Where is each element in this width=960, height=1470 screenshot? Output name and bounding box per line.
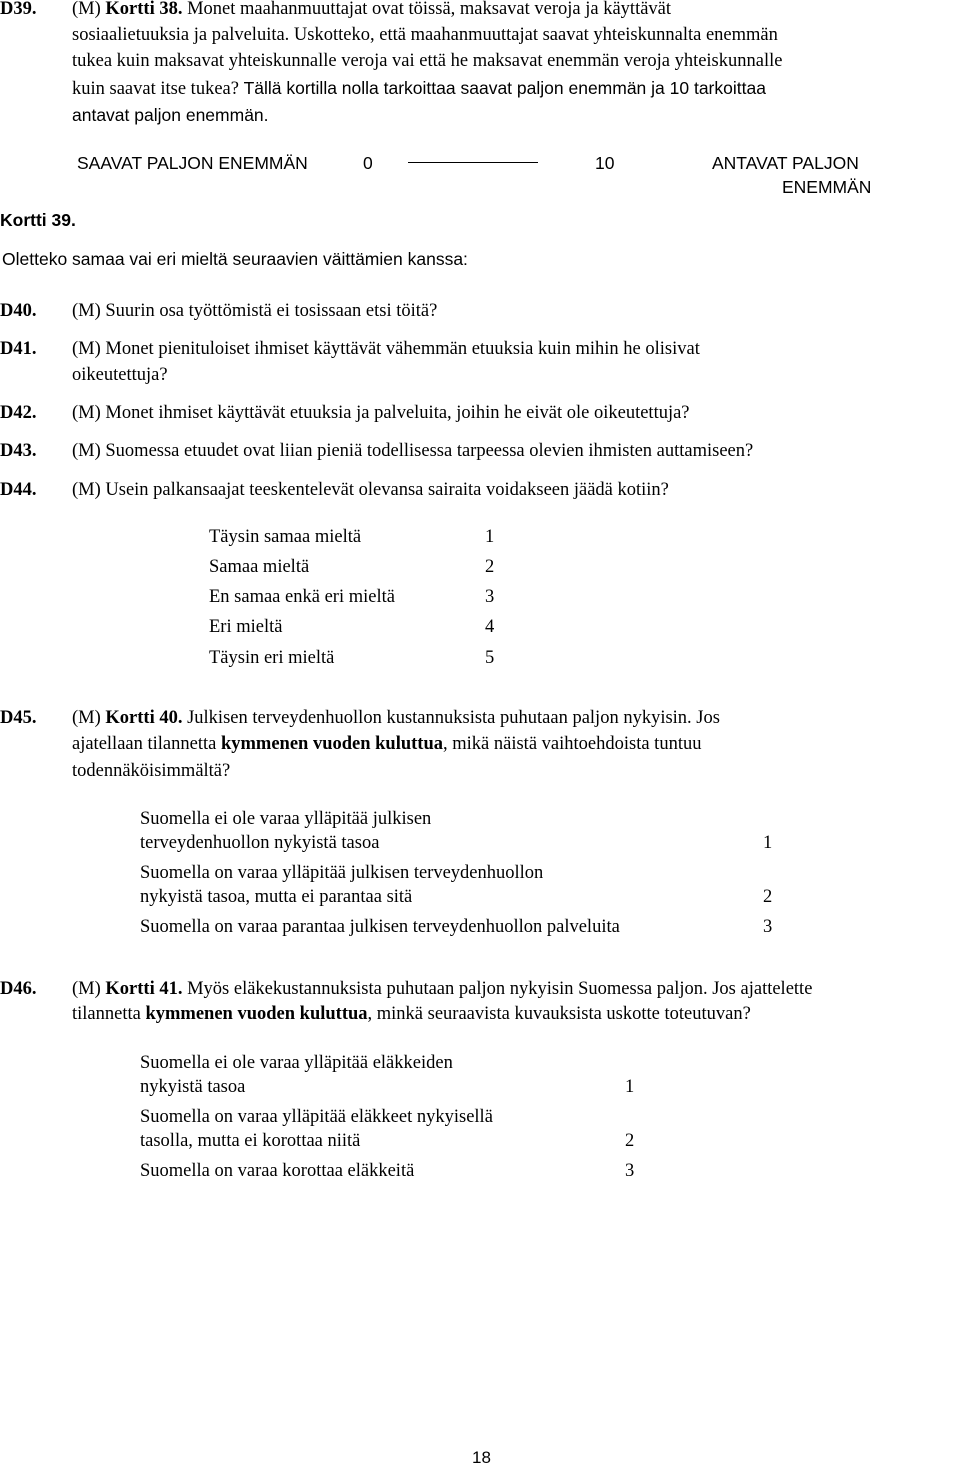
agree-option-code: 4 xyxy=(485,617,495,637)
page-number: 18 xyxy=(472,1448,491,1467)
d45-line-2-a: ajatellaan tilannetta xyxy=(72,734,221,754)
d45-option-1-line-2: terveydenhuollon nykyistä tasoa xyxy=(140,833,380,853)
scale-zero: 0 xyxy=(363,153,373,173)
agree-option-code: 5 xyxy=(485,648,495,668)
agree-option-label: Samaa mieltä xyxy=(209,557,310,577)
question-number-d43: D43. xyxy=(0,441,37,461)
statement-d43: (M) Suomessa etuudet ovat liian pieniä todellisessa tarpeessa olevien ihmisten auttamiseen? xyxy=(72,441,754,461)
d45-line-2-b: , mikä näistä vaihtoehdoista tuntuu xyxy=(443,734,702,754)
d46-emphasis: kymmenen vuoden kuluttua xyxy=(145,1004,368,1024)
d45-option-3-code: 3 xyxy=(763,917,773,937)
statement-d40: (M) Suurin osa työttömistä ei tosissaan etsi töitä? xyxy=(72,301,438,321)
d39-line-4 xyxy=(72,75,766,102)
kortti39-intro: Oletteko samaa vai eri mieltä seuraavien väittämien kanssa: xyxy=(2,249,468,269)
question-number-d39: D39. xyxy=(0,0,37,19)
d46-line-1 xyxy=(72,976,812,1002)
d45-option-3-line-1: Suomella on varaa parantaa julkisen terveydenhuollon palveluita xyxy=(140,917,620,937)
agree-option-label: Täysin samaa mieltä xyxy=(209,527,362,547)
d46-prefix: (M) xyxy=(72,979,106,999)
d46-line-2-a: tilannetta xyxy=(72,1004,146,1024)
d46-line-1-rest: Myös eläkekustannuksista puhutaan paljon nykyisin Suomessa paljon. Jos ajattelette xyxy=(182,979,813,999)
card-ref-40: Kortti 40. xyxy=(105,708,183,728)
scale-left-label: SAAVAT PALJON ENEMMÄN xyxy=(77,153,308,173)
d46-option-2-code: 2 xyxy=(625,1131,635,1151)
agree-option-label: En samaa enkä eri mieltä xyxy=(209,587,395,607)
question-number-d44: D44. xyxy=(0,480,37,500)
agree-option-code: 2 xyxy=(485,557,495,577)
scale-line xyxy=(408,162,538,163)
d46-line-2 xyxy=(72,1001,751,1027)
d39-line-1-rest: Monet maahanmuuttajat ovat töissä, maksavat veroja ja käyttävät xyxy=(182,0,672,19)
d46-option-1-code: 1 xyxy=(625,1077,635,1097)
d45-line-1-rest: Julkisen terveydenhuollon kustannuksista puhutaan paljon nykyisin. Jos xyxy=(182,708,720,728)
agree-option-label: Täysin eri mieltä xyxy=(209,648,335,668)
scale-right-label-2: ENEMMÄN xyxy=(782,177,872,197)
d46-option-1-line-1: Suomella ei ole varaa ylläpitää eläkkeiden xyxy=(140,1053,453,1073)
d45-line-3: todennäköisimmältä? xyxy=(72,761,231,781)
question-number-d40: D40. xyxy=(0,301,37,321)
d46-option-1-line-2: nykyistä tasoa xyxy=(140,1077,246,1097)
d45-emphasis: kymmenen vuoden kuluttua xyxy=(220,734,444,754)
question-number-d46: D46. xyxy=(0,979,37,999)
agree-option-code: 3 xyxy=(485,587,495,607)
d39-prefix: (M) xyxy=(72,0,106,19)
question-number-d42: D42. xyxy=(0,403,37,423)
d46-line-2-b: , minkä seuraavista kuvauksista uskotte toteutuvan? xyxy=(367,1004,751,1024)
question-number-d41: D41. xyxy=(0,339,37,359)
d39-line-1 xyxy=(72,0,671,22)
d46-option-3-line-1: Suomella on varaa korottaa eläkkeitä xyxy=(140,1161,415,1181)
d39-line-3: tukea kuin maksavat yhteiskunnalle veroja vai että he maksavat enemmän veroja yhteiskunnalle xyxy=(72,51,783,71)
statement-d41-line-2: oikeutettuja? xyxy=(72,365,168,385)
card-heading-39: Kortti 39. xyxy=(0,210,76,230)
d45-option-2-line-1: Suomella on varaa ylläpitää julkisen terveydenhuollon xyxy=(140,863,544,883)
agree-option-code: 1 xyxy=(485,527,495,547)
statement-d44: (M) Usein palkansaajat teeskentelevät olevansa sairaita voidakseen jäädä kotiin? xyxy=(72,480,669,500)
d39-line-5: antavat paljon enemmän. xyxy=(72,105,269,125)
d45-prefix: (M) xyxy=(72,708,106,728)
scale-ten: 10 xyxy=(595,153,615,173)
d45-option-2-code: 2 xyxy=(763,887,773,907)
d39-line-4-sans: Tällä kortilla nolla tarkoittaa saavat paljon enemmän ja 10 tarkoittaa xyxy=(243,78,766,98)
d46-option-3-code: 3 xyxy=(625,1161,635,1181)
card-ref-38: Kortti 38. xyxy=(105,0,183,19)
d45-line-2 xyxy=(72,731,701,757)
d39-line-4-serif: kuin saavat itse tukea? xyxy=(72,79,244,99)
agree-option-label: Eri mieltä xyxy=(209,617,283,637)
d45-option-1-code: 1 xyxy=(763,833,773,853)
d46-option-2-line-2: tasolla, mutta ei korottaa niitä xyxy=(140,1131,361,1151)
d45-line-1 xyxy=(72,705,720,731)
statement-d42: (M) Monet ihmiset käyttävät etuuksia ja palveluita, joihin he eivät ole oikeutettuja? xyxy=(72,403,690,423)
card-ref-41: Kortti 41. xyxy=(105,979,183,999)
d45-option-1-line-1: Suomella ei ole varaa ylläpitää julkisen xyxy=(140,809,432,829)
statement-d41-line-1: (M) Monet pienituloiset ihmiset käyttävät vähemmän etuuksia kuin mihin he olisivat xyxy=(72,339,700,359)
d45-option-2-line-2: nykyistä tasoa, mutta ei parantaa sitä xyxy=(140,887,413,907)
scale-right-label-1: ANTAVAT PALJON xyxy=(712,153,859,173)
d39-line-2: sosiaalietuuksia ja palveluita. Uskotteko, että maahanmuuttajat saavat yhteiskunnalta enemmän xyxy=(72,25,778,45)
d46-option-2-line-1: Suomella on varaa ylläpitää eläkkeet nykyisellä xyxy=(140,1107,493,1127)
question-number-d45: D45. xyxy=(0,708,37,728)
